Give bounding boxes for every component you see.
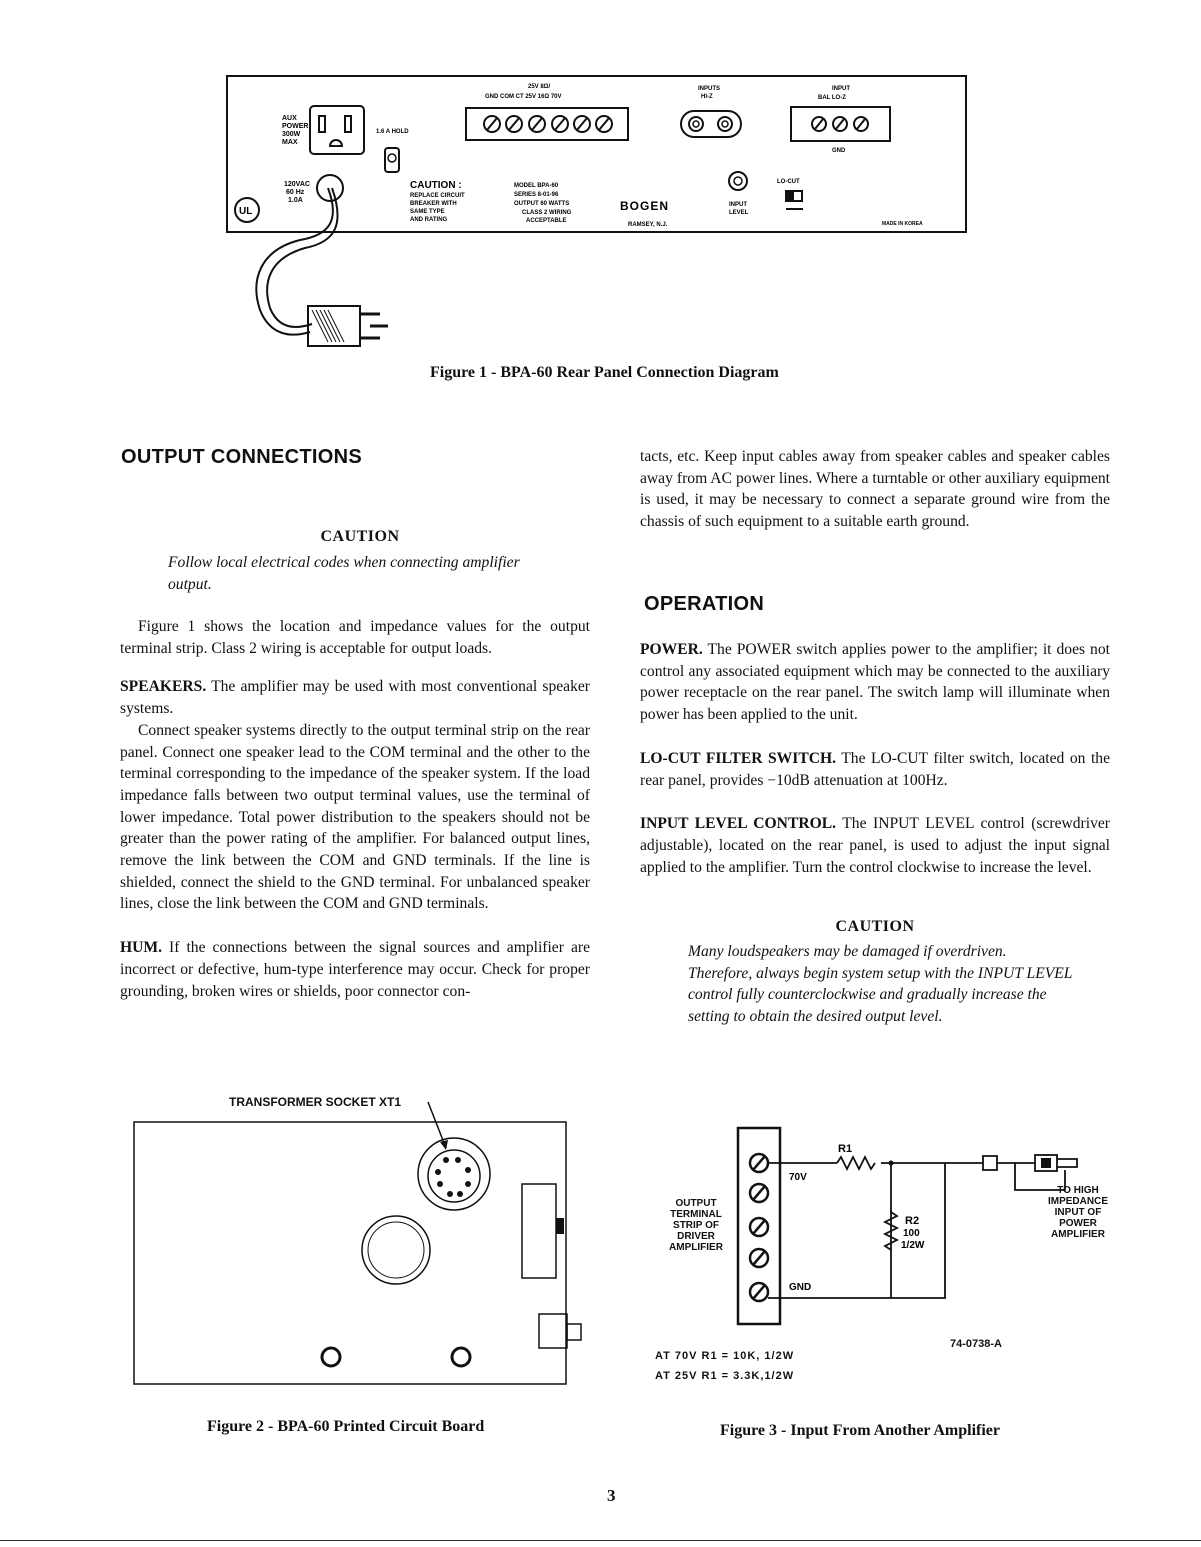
locut-text: The LO-CUT filter switch, located on the rear panel, provides −10dB attenuation at 100Hz. [640,749,1111,789]
input-level-text: The INPUT LEVEL control (screwdriver adjustable), located on the rear panel, is used to adjust the input signal applied to the amplifier. Turn the control clockwise to increase the level. [640,815,1110,876]
aux-power-label-2: POWER [282,123,309,130]
fig3-right-label-2: IMPEDANCE [1047,1196,1108,1207]
fig3-left-label-3: STRIP OF [673,1220,719,1231]
r2-value: 100 [903,1228,920,1239]
pcb-connector [539,1314,567,1348]
power-text: The POWER switch applies power to the amplifier; it does not control any associated equipment which may be connected to the auxiliary power receptacle on the rear panel. The switch lamp will illuminate when power has been applied to the unit. [640,641,1110,724]
ul-mark: UL [239,206,253,217]
input-level-knob [729,172,747,190]
gnd-label: GND [832,148,846,154]
model-line-2: SERIES 8-01-96 [514,192,559,198]
locut-label: LO-CUT FILTER SWITCH. [640,749,837,767]
fig3-right-label-1: TO HIGH [1057,1185,1099,1196]
figure2-pcb-diagram [128,1098,598,1398]
model-line-3: OUTPUT 60 WATTS [514,201,570,207]
brand-logo: BOGEN [620,199,670,213]
transformer-socket-label: TRANSFORMER SOCKET XT1 [229,1095,402,1109]
page-number: 3 [607,1486,616,1505]
input-level-label: INPUT LEVEL CONTROL. [640,815,837,833]
aux-power-label-3: 300W [282,131,301,138]
inputs-hiz-label-1: INPUTS [698,86,721,92]
output-paragraph-2: Connect speaker systems directly to the output terminal strip on the rear panel. Connect one speaker lead to the COM terminal and the other to the terminal corresponding to the impedance of the speaker system. If the load impedance falls between two output terminal values, use the terminal of lower impedance. Total power distribution to the speakers should not be greater than the power rating of the amplifier. For balanced output lines, remove the link between the COM and GND terminals. If the line is shielded, connect the shield to the GND terminal. For unbalanced speaker lines, close the link between the COM and GND terminals. [120,721,590,913]
output-paragraph-1: Figure 1 shows the location and impedance values for the output terminal strip. Class 2 wiring is acceptable for output loads. [120,618,590,657]
fig3-left-label-5: AMPLIFIER [669,1242,723,1253]
v70-label: 70V [789,1172,807,1183]
aux-power-label-1: AUX [282,115,297,122]
input-level-label-2: LEVEL [729,210,749,216]
r2-label: R2 [905,1215,920,1227]
caution-line-2: BREAKER WITH [410,201,457,207]
fig3-left-label-4: DRIVER [677,1231,715,1242]
locut-paragraph [640,748,1110,791]
speakers-paragraph [120,676,590,719]
figure1-caption: Figure 1 - BPA-60 Rear Panel Connection Diagram [430,364,779,381]
breaker-button [385,148,399,172]
model-line-1: MODEL BPA-60 [514,183,559,189]
fig3-right-labels [1033,1185,1123,1240]
gnd-label: GND [789,1282,812,1293]
r2-rating: 1/2W [901,1240,925,1251]
power-rating-2: 60 Hz [286,189,305,196]
fig3-left-label-2: TERMINAL [670,1209,722,1220]
bottom-rule [0,1540,1201,1541]
terminal-header-top: 25V 8Ω/ [528,84,551,90]
output-connections-heading: OUTPUT CONNECTIONS [121,446,362,468]
caution-line-1: REPLACE CIRCUIT [410,193,465,199]
fig3-note-25v: AT 25V R1 = 3.3K,1/2W [655,1370,795,1382]
hold-label: 1.6 A HOLD [376,129,409,135]
hum-text: If the connections between the signal sources and amplifier are incorrect or defective, hum-type interference may occur. Check for proper grounding, broken wires or shields, poor connector con- [120,939,590,1000]
right-caution-text: Many loudspeakers may be damaged if overdriven. Therefore, always begin system setup with the INPUT LEVEL control fully counterclockwise and gradually increase the setting to obtain the desired output level. [688,943,1073,1026]
fig3-right-label-5: AMPLIFIER [1051,1229,1105,1240]
hum-continued-paragraph: tacts, etc. Keep input cables away from speaker cables and speaker cables away from AC power lines. Where a turntable or other auxiliary equipment is used, it may be necessary to connect a separate ground wire from the chassis of such equipment to a suitable earth ground. [640,448,1110,531]
part-number: 74-0738-A [950,1338,1002,1350]
hum-paragraph [120,937,590,1002]
power-label: POWER. [640,641,703,658]
fig3-right-label-3: INPUT OF [1054,1207,1102,1218]
fig3-note-70v: AT 70V R1 = 10K, 1/2W [655,1350,795,1362]
power-paragraph [640,639,1110,726]
right-caution-title: CAUTION [835,918,915,935]
hum-label: HUM. [120,939,163,957]
power-rating-1: 120VAC [284,181,310,188]
terminal-header-bottom: GND COM CT 25V 16Ω 70V [485,94,562,100]
left-caution-text: Follow local electrical codes when connecting amplifier output. [168,554,520,593]
r1-resistor [837,1157,875,1169]
caution-head: CAUTION : [410,180,462,191]
caution-line-4: AND RATING [410,217,448,223]
left-caution-title: CAUTION [320,528,400,545]
power-rating-3: 1.0A [288,197,303,204]
capacitor-circle [362,1216,430,1284]
input-bal-label-1: INPUT [832,86,850,92]
r1-label: R1 [838,1143,853,1155]
inputs-hiz-label-2: HI-Z [701,94,713,100]
operation-heading: OPERATION [644,593,765,615]
speakers-label: SPEAKERS. [120,678,207,696]
input-bal-label-2: BAL LO-Z [818,95,846,101]
caution-line-3: SAME TYPE [410,209,445,215]
mounting-hole-right [452,1348,470,1366]
brand-city: RAMSEY, N.J. [628,222,668,228]
model-line-5: ACCEPTABLE [526,218,567,224]
model-line-4: CLASS 2 WIRING [522,210,572,216]
figure2-caption: Figure 2 - BPA-60 Printed Circuit Board [207,1418,485,1435]
figure1-rear-panel-diagram [220,70,980,360]
speakers-text: The amplifier may be used with most conventional speaker systems. [120,678,590,718]
lo-cut-label: LO-CUT [777,179,800,185]
fig3-left-label-1: OUTPUT [675,1198,717,1209]
figure3-caption: Figure 3 - Input From Another Amplifier [720,1422,1000,1439]
input-level-label-1: INPUT [729,202,747,208]
fig3-right-label-4: POWER [1059,1218,1097,1229]
input-level-paragraph [640,813,1110,878]
fig3-left-labels [658,1198,734,1253]
pcb-component-block [522,1184,556,1278]
mounting-hole-left [322,1348,340,1366]
made-in-label: MADE IN KOREA [882,221,923,227]
aux-power-label-4: MAX [282,139,298,146]
